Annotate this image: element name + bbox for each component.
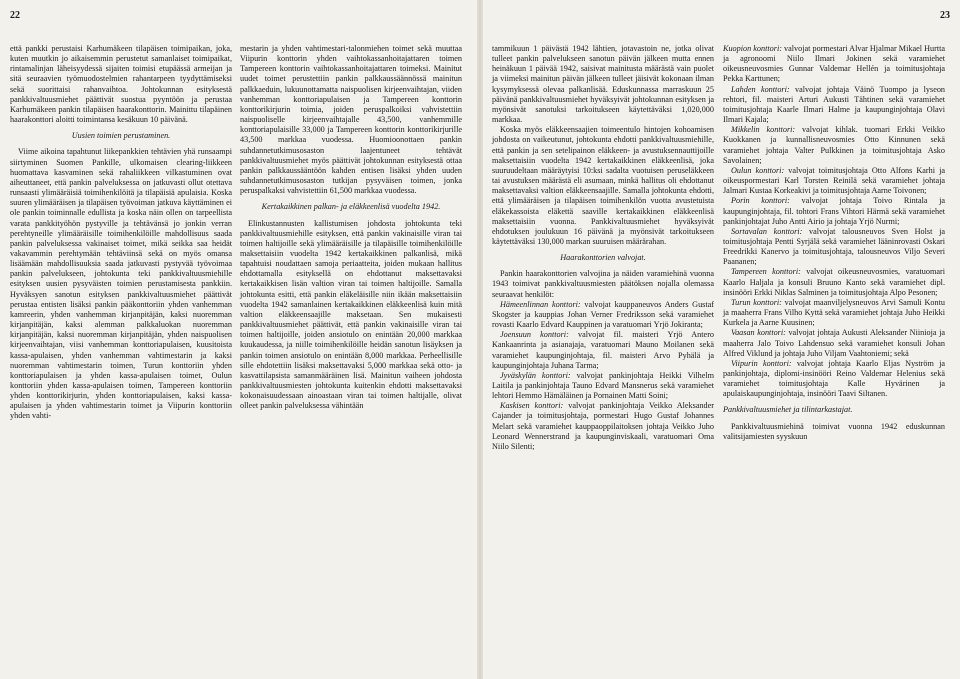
office-name: Sortavalan konttori:	[731, 226, 803, 236]
office-entry	[723, 125, 945, 166]
office-name: Hämeenlinnan konttori:	[500, 299, 581, 309]
paragraph: Koska myös eläkkeensaajien toimeentulo hintojen kohoamisen johdosta on vaikeutunut, johtokunta ehdotti pankkivaltuusmiehille, että pankin ja sen setelipainon eläkkeen- ja avustuksennauttijoille maksettaisiin vuodelta 1942 kertakaikkinen eläkkeenlisä, joka suuruudeltaan määräytyisi 10:ksi sadalta vuotuisen peruseläkkeen tai avustuksen määrästä eli asumaan, minkä hallitus oli ehdottanut maksettavaksi valtion eläkkeensaajille. Samalla johtokunta ehdotti, että ylimääräisen ja tilapäisen toimihenkilön vuotta avustetuista eläkekassoista eläkettä saaville kertakaikkinen eläkkeenlisä maksettaisiin vuonna. Pankkivaltuusmiehet hyväksyivät ehdotuksen joulukuun 16 päivänä ja myönsivät tarkoitukseen käytettäväksi 130,000 markan suuruisen määrärahan.	[492, 125, 714, 246]
office-name: Turun konttori:	[731, 297, 782, 307]
office-text: valvojat kauppaneuvos Anders Gustaf Skogster ja kauppias Johan Verner Fredriksson sekä varamiehet rovasti Kaarlo Edvard Kauppinen ja varatuomari Yrjö Jokiranta;	[492, 299, 714, 330]
paragraph: Elinkustannusten kallistumisen johdosta johtokunta teki pankkivaltuusmiehille esityksen, että pankin vakinaisille viran tai toimen haltijoille sekä ylimääräisille ja tilapäisille toimihenkilöille maksettaisiin vuodelta 1942 kertakaikkinen palkanlisä, mikä tapahtuisi noudattaen samoja periaatteita, joiden mukaan hallitus ehdottamalla esityksellä on ehdottanut maksettavaksi kertakaikkisen lisän valtion viran tai toimen haltijoille. Samalla johtokunta esitti, että pankin eläkeläisille niin ikään maksettaisiin vuodelta 1942 samanlainen kertakaikkinen eläkkeenlisä kuin mitä valtion eläkkeensaajille maksetaan. Sen mukaisesti pankkivaltuusmiehet päättivät, että pankin vakinaisille viran tai toimen haltijoille, joiden ansiotulo on enintään 20,000 markkaa kuukaudessa, ja niille toimihenkilöille heidän sanotun lisäyksen ja pankin toimen ansiotulo on enintään 8,000 markkaa. Perheellisille sille ehdotettiin lisäksi maksettavaksi 5,000 markkaa sekä otto- ja kasvattilapsista samanmääräinen lisä. Mainitun vaiheen johdosta pankkivaltuusmiesten johtokunta kuitenkin ehdotti maksettavaksi kokonaisuudessaan ainoastaan viran tai toimen haltijalle, olivat olleet pankin palveluksessa vähintään	[240, 218, 462, 411]
page-number-right: 23	[940, 10, 950, 21]
page-gutter	[477, 0, 483, 679]
office-entry	[723, 359, 945, 400]
office-text: valvojat johtaja Toivo Rintala ja kaupunginjohtaja, fil. tohtori Frans Vihtori Härmä sekä varamiehet pankinjohtajat Juho Antti Airio ja johtaja Yrjö Nurmi;	[723, 196, 946, 226]
office-entry	[723, 267, 945, 297]
section-heading: Uusien toimien perustaminen.	[71, 131, 171, 141]
office-entry	[492, 300, 714, 330]
office-name: Tampereen konttori:	[731, 267, 801, 277]
paragraph: mestarin ja yhden vahtimestari-talonmiehen toimet sekä muuttaa Viipurin konttorin yhden vaihtokassanhoitajattaren toimen Tampereen konttorin vaihtokassanhoitajattaren toimeksi. Mainitut uudet toimet perustettiin pankin palkkaussäännössä mainitun palkkaeduin, lukuunottamatta naispuolisen kirjeenvaihtajan, viiden vanhemman konttoriapulaisen ja Tampereen konttorin konttorikirjurin toimia, joiden peruspalkoiksi vahvistettiin naispuoliselle kirjeenvaihtajalle 43,500, vanhemmille konttoriapulaisille 33,000 ja Tampereen konttorin konttorikirjurille 43,500 markkaa vuodessa. Huomioonottaen pankin suhdannetutkimusosaston laajentuneet tehtävät pankkivaltuusmiehet myös päättivät johtokunnan esityksestä ottaa pankin palkkaussääntöön kahden entisen lisäksi yhden uuden suhdannetutkimusosaston tutkijan pysyväisen toimen, jonka peruspalkaksi vahvistettiin 61,500 markkaa vuodessa.	[240, 44, 462, 196]
section-heading: Kertakaikkinen palkan- ja eläkkeenlisä vuodelta 1942.	[261, 202, 441, 212]
section-heading: Haarakonttorien valvojat.	[560, 253, 646, 263]
right-page-column-2	[723, 44, 945, 442]
paragraph: että pankki perustaisi Karhumäkeen tilapäisen toimipaikan, joka, kuten muutkin jo aikaisemmin perustetut samanlaiset toimipaikat, rintamalinjan läheisyydessä sijaiten toimisi etupäässä armeijan ja sitä seuraavien työmuodostelmien rahantarpeen tyydyttämiseksi sekä suorittaisi rahanvaihtoa. Johtokunnan esityksestä pankkivaltuusmiehet päättivät suostua pyyntöön ja perustaa Karhumäkeen pankin tilapäisen haarakonttorin. Mainittu tilapäinen haarakonttori aloitti toimintansa kesäkuun 10 päivänä.	[10, 44, 232, 125]
office-entry	[723, 328, 945, 358]
office-entry	[492, 371, 714, 401]
office-entry	[723, 298, 945, 328]
office-name: Jyväskylän konttori:	[500, 370, 571, 380]
office-text: valvojat johtaja Aukusti Aleksander Niinioja ja maaherra Jalo Toivo Lahdensuo sekä varamiehet konsuli Johan Alfred Viklund ja johtaja Juho Viljam Vaahtoniemi; sekä	[723, 328, 945, 358]
office-name: Porin konttori:	[731, 196, 790, 206]
paragraph: Pankin haarakonttorien valvojina ja näiden varamiehinä vuonna 1943 toimivat pankkivaltuusmiesten päätöksen nojalla olemassa seuraavat henkilöt:	[492, 269, 714, 299]
office-text: valvojat fil. maisteri Yrjö Antero Kankaanrinta ja asianajaja, varatuomari Mauno Moilanen sekä varamiehet kaupunginjohtaja, fil. maisteri Arvo Pyhälä ja kaupunginjohtaja Juhana Tarma;	[492, 330, 715, 370]
right-page-column-1	[492, 44, 714, 452]
left-page-column-2	[240, 44, 462, 411]
paragraph: tammikuun 1 päivästä 1942 lähtien, jotavastoin ne, jotka olivat tulleet pankin palvelukseen sanotun päivän jälkeen mutta ennen heinäkuun 1 päivää 1942, saisivat mainitusta määrästä vain puolet ja viimeksi mainitun päivän jälkeen tulleet jäisivät kokonaan ilman kysymyksessä olevaa palkanlisää. Eduskunnassa marraskuun 25 päivänä pankkivaltuusmiehet hyväksyivät johtokunnan esityksen ja myönsivät sanotuksi tarkoitukseen käytettäväksi 1,020,000 markkaa.	[492, 44, 714, 125]
office-entry	[723, 196, 945, 226]
office-name: Viipurin konttori:	[731, 358, 792, 368]
office-name: Kaskisen konttori:	[500, 401, 564, 411]
office-entry	[723, 85, 945, 126]
office-name: Kuopion konttori:	[723, 44, 782, 53]
office-text: valvojat maanviljelysneuvos Arvi Samuli Kontu ja maaherra Frans Vilho Kyttä sekä varamiehet johtaja Juho Heikki Kurkela ja Aarne Kuusinen;	[723, 297, 945, 328]
office-entry	[723, 227, 945, 268]
office-entry	[492, 401, 714, 452]
office-name: Mikkelin konttori:	[731, 125, 796, 135]
office-text: valvojat oikeusneuvosmies, varatuomari Kaarlo Haljala ja konsuli Bruuno Kanto sekä varamiehet dipl. insinööri Erkki Niklas Salminen ja toimitusjohtaja Alpo Pesonen;	[723, 267, 946, 297]
section-heading: Pankkivaltuusmiehet ja tilintarkastajat.	[723, 405, 853, 415]
office-entry	[492, 330, 714, 371]
office-text: valvojat pankinjohtaja Veikko Aleksander Cajander ja toimitusjohtaja, pormestari Hugo Gustaf Johannes Melart sekä varamiehet kauppaoppilaitoksen johtaja Veikko Juho Leonard Wennerstrand ja kaupunginviskaali, varatuomari Oma Niilo Silenti;	[492, 401, 715, 451]
office-entry	[723, 44, 945, 85]
paragraph: Pankkivaltuusmiehinä toimivat vuonna 1942 eduskunnan valitsijamiesten syyskuun	[723, 421, 945, 441]
office-text: valvojat toimitusjohtaja Otto Alfons Karhi ja oikeuspormestari Karl Torsten Reinilä sekä varamiehet johtaja Jalmari Kustaa Korkeakivi ja toimitusjohtaja Aarne Toivonen;	[723, 165, 945, 196]
office-text: valvojat johtaja Väinö Tuompo ja lyseon rehtori, fil. maisteri Arturi Aukusti Tähtinen sekä varamiehet toimitusjohtaja Kaarle Ilmari Halme ja kaupunginjohtaja Olavi Ilmari Kajala;	[723, 84, 946, 125]
office-name: Oulun konttori:	[731, 165, 785, 175]
page-number-left: 22	[10, 10, 20, 21]
office-text: valvojat kihlak. tuomari Erkki Veikko Kuokkanen ja kunnallisneuvosmies Otto Kinnunen sekä varamiehet johtaja Valter Pulkkinen ja toimitusjohtaja Asko Savolainen;	[723, 125, 946, 165]
office-name: Lahden konttori:	[731, 84, 790, 94]
paragraph: Viime aikoina tapahtunut liikepankkien tehtävien yhä runsaampi siirtyminen Suomen Pankille, ulkomaisen clearing-liikkeen huomattava kasvaminen sekä rahaliikkeen vilkastuminen ovat aiheuttaneet, että pankin palveluksessa on jatkuvasti ollut otettava runsaasti ylimääräisiä toimihenkilöitä ja tilapäisiä apulaisia. Koska suuren ylimääräisen ja tilapäisen työvoiman jatkuva käyttäminen ei ole pankin toiminnalle edullista ja koska näin ollen on tarpeellista varata pankkityöhön pystyville ja tehtävänsä jo jonkin verran perehtyneille ylimääräisille toimihenkilöille mahdollisuus saada pankin palveluksessa vakinaiset toimet, mikä seikka saa heidät vakavammin perehtymään tehtäviinsä sekä on myös omansa lisäämään mahdollisuuksia saada jatkuvasti pystyvää työvoimaa pankin palvelukseen, johtokunta teki pankkivaltuusmiehille esityksen uusien pysyväisten toimien perustamisesta pankkiin. Hyväksyen sanotun esityksen pankkivaltuusmiehet päättivät perustaa entisten lisäksi pankin pääkonttoriin yhden vanhemman kamreerin, yhden vanhemman kirjanpitäjän, kaksi nuoremman kirjanpitäjän, kaksi alemman palkkaluokan nuoremman kirjanpitäjän, kaksi nuoremman kirjanpitäjän, yhden naispuolisen kirjeenvaihtajan, viisi vanhemman konttoriapulaisen, kuusitoista kassa-apulaisen, yhden vanhemman vahtimestarin ja kaksi nuoremman vahtimestarin toimen, Turun konttoriin yhden konttoriapulaisen ja yhden kassa-apulaisen toimet, Oulun konttoriin yhden kassa-apulaisen toimen, Tampereen konttoriin yhden konttorikirjurin, yhden konttoriapulaisen, kaksi kassa-apulaisen ja yhden vahtimestarin toimet ja Viipurin konttoriin yhden vahti-	[10, 147, 232, 421]
office-text: valvojat pormestari Alvar Hjalmar Mikael Hurtta ja agronoomi Niilo Ilmari Jokinen sekä varamiehet oikeusneuvosmies Gunnar Valdemar Hellén ja toimitusjohtaja Pekka Karttunen;	[723, 44, 946, 84]
left-page-column-1	[10, 44, 232, 422]
office-text: valvojat talousneuvos Sven Holst ja toimitusjohtaja Pentti Syrjälä sekä varamiehet lääninrovasti Oskari Freedrikki Kanervo ja toimitusjohtaja, talousneuvos Viljo Severi Paananen;	[723, 226, 946, 267]
office-text: valvojat johtaja Kaarlo Eljas Nyström ja pankinjohtaja, diplomi-insinööri Reino Valdemar Helenius sekä varamiehet toimitusjohtaja Kalle Hyvärinen ja apulaiskaupunginjohtaja, insinööri Taavi Siltanen.	[723, 358, 945, 399]
office-name: Joensuun konttori:	[500, 330, 569, 340]
office-entry	[723, 166, 945, 196]
office-text: valvojat pankinjohtaja Heikki Vilhelm Laitila ja pankinjohtaja Tauno Edvard Mansnerus sekä varamiehet lehtori Hemmo Hämäläinen ja Pornainen Matti Soini;	[492, 370, 714, 401]
office-name: Vaasan konttori:	[731, 328, 786, 338]
